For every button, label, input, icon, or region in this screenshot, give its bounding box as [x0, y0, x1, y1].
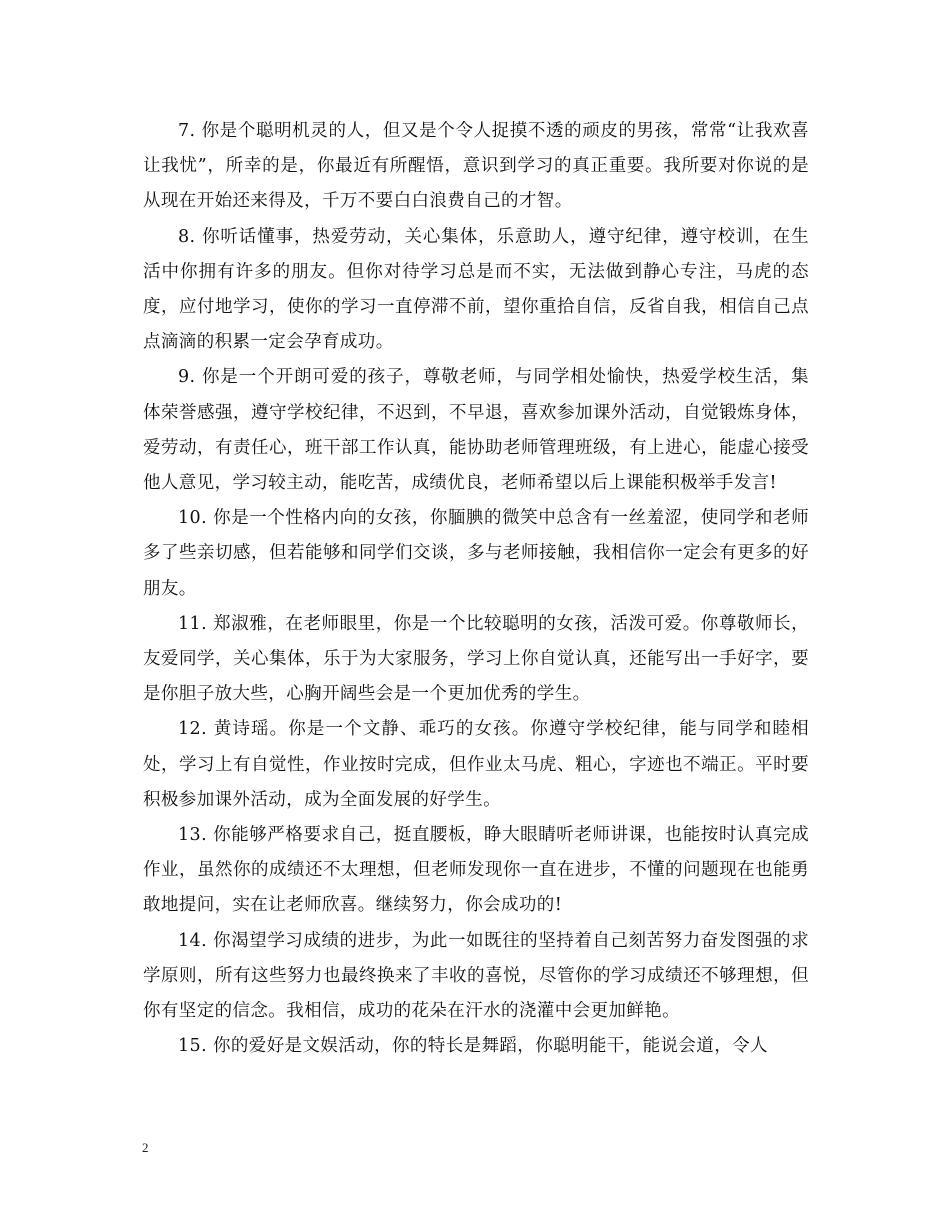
comment-paragraph-12: 12. 黄诗瑶。你是一个文静、乖巧的女孩。你遵守学校纪律，能与同学和睦相处，学习上有自觉性，作业按时完成，但作业太马虎、粗心，字迹也不端正。平时要积极参加课外活动，成为全面发展的好学生。 — [143, 719, 809, 810]
comment-paragraph-11: 11. 郑淑雅，在老师眼里，你是一个比较聪明的女孩，活泼可爱。你尊敬师长，友爱同学，关心集体，乐于为大家服务，学习上你自觉认真，还能写出一手好字，要是你胆子放大些，心胸开阔些会是一个更加优秀的学生。 — [143, 613, 809, 705]
comment-paragraph-9: 9. 你是一个开朗可爱的孩子，尊敬老师，与同学相处愉快，热爱学校生活，集体荣誉感强，遵守学校纪律，不迟到，不早退，喜欢参加课外活动，自觉锻炼身体，爱劳动，有责任心，班干部工作认真，能协助老师管理班级，有上进心，能虚心接受他人意见，学习较主动，能吃苦，成绩优良，老师希望以后上课能积极举手发言! — [143, 367, 809, 494]
comment-paragraph-13: 13. 你能够严格要求自己，挺直腰板，睁大眼睛听老师讲课，也能按时认真完成作业，虽然你的成绩还不太理想，但老师发现你一直在进步，不懂的问题现在也能勇敢地提问，实在让老师欣喜。继续努力，你会成功的! — [143, 825, 809, 916]
comment-paragraph-8: 8. 你听话懂事，热爱劳动，关心集体，乐意助人，遵守纪律，遵守校训，在生活中你拥有许多的朋友。但你对待学习总是而不实，无法做到静心专注，马虎的态度，应付地学习，使你的学习一直停滞不前，望你重拾自信，反省自我，相信自己点点滴滴的积累一定会孕育成功。 — [143, 226, 809, 353]
comment-paragraph-15: 15. 你的爱好是文娱活动，你的特长是舞蹈，你聪明能干，能说会道，令人 — [178, 1036, 768, 1057]
comment-paragraph-7: 7. 你是个聪明机灵的人，但又是个令人捉摸不透的顽皮的男孩，常常“让我欢喜让我忧”，所幸的是，你最近有所醒悟，意识到学习的真正重要。我所要对你说的是从现在开始还来得及，千万不要白白浪费自己的才智。 — [143, 121, 809, 212]
page-number: 2 — [142, 1140, 149, 1155]
comment-paragraph-14: 14. 你渴望学习成绩的进步，为此一如既往的坚持着自己刻苦努力奋发图强的求学原则，所有这些努力也最终换来了丰收的喜悦，尽管你的学习成绩还不够理想，但你有坚定的信念。我相信，成功的花朵在汗水的浇灌中会更加鲜艳。 — [143, 930, 809, 1022]
comment-paragraph-10: 10. 你是一个性格内向的女孩，你腼腆的微笑中总含有一丝羞涩，使同学和老师多了些亲切感，但若能够和同学们交谈，多与老师接触，我相信你一定会有更多的好朋友。 — [143, 508, 809, 599]
document-body — [143, 114, 809, 1064]
